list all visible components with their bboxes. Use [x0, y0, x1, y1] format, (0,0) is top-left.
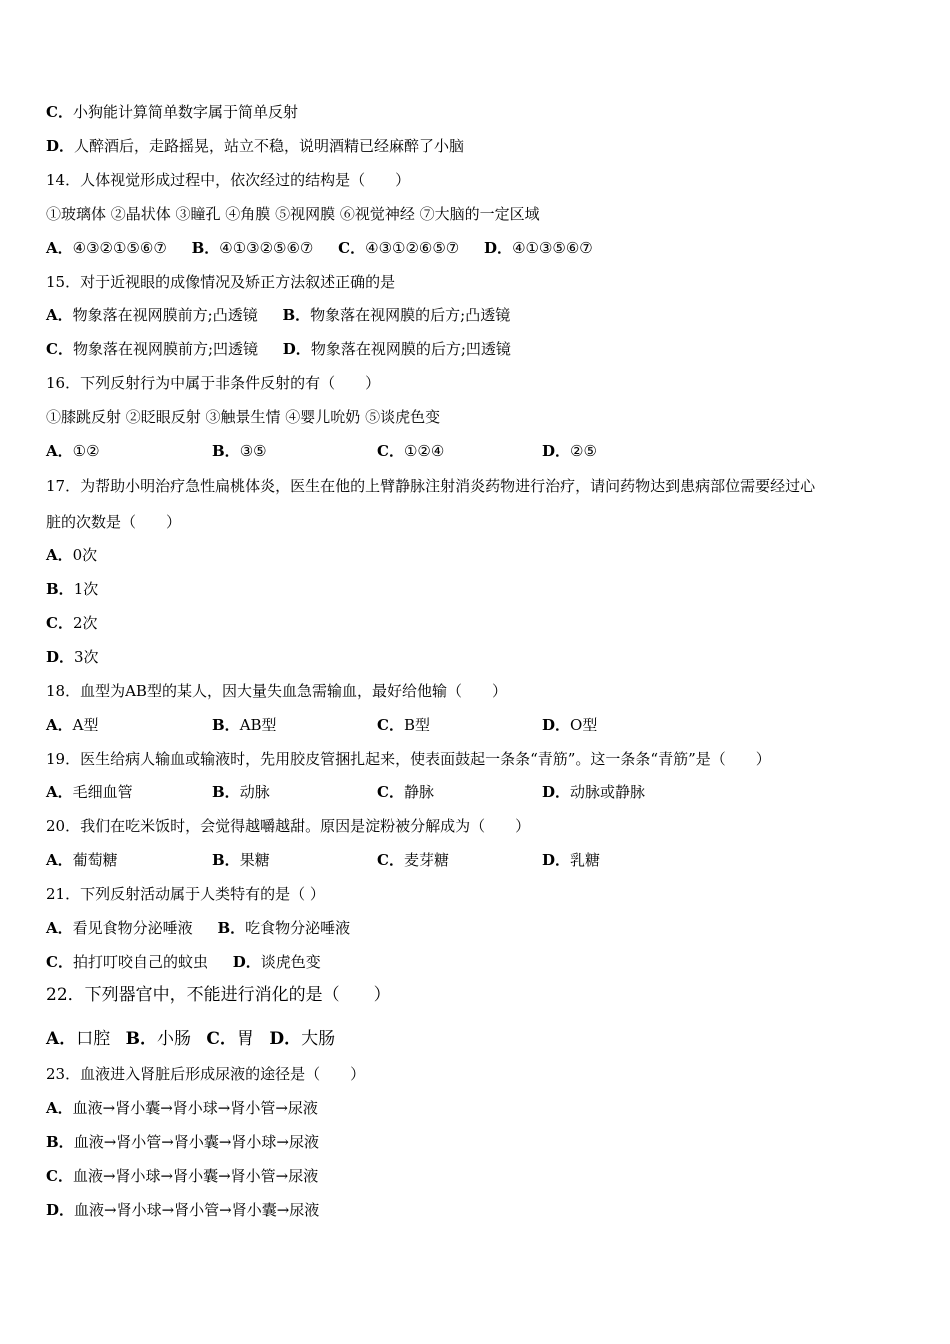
- option-text: 毛细血管: [72, 783, 133, 801]
- option-a: [46, 715, 98, 735]
- q16-items: ①膝跳反射 ②眨眼反射 ③触景生情 ④婴儿吮奶 ⑤谈虎色变: [46, 408, 441, 426]
- option-letter: A．: [46, 783, 73, 801]
- option-text: 2次: [72, 614, 98, 632]
- option-letter: C．: [46, 103, 73, 121]
- option-text: ④③②①⑤⑥⑦: [72, 239, 167, 257]
- option-letter: A．: [46, 716, 73, 734]
- q23-option-c: [46, 1166, 318, 1186]
- question-19: 19．医生给病人输血或输液时，先用胶皮管捆扎起来，使表面鼓起一条条“青筋”。这一条条“青筋”是（ ）: [46, 750, 771, 768]
- option-d: [542, 850, 600, 870]
- option-text: ①②④: [403, 442, 445, 460]
- option-text: 血液→肾小管→肾小囊→肾小球→尿液: [73, 1133, 319, 1151]
- option-text: ③⑤: [239, 442, 267, 460]
- option-letter: C．: [377, 783, 404, 801]
- option-text: AB型: [239, 716, 277, 734]
- option-text: 3次: [74, 648, 99, 666]
- option-text: 麦芽糖: [403, 851, 449, 869]
- q15-options-cd: [46, 339, 511, 359]
- option-text: ①②: [72, 442, 100, 460]
- option-text: 动脉或静脉: [570, 783, 646, 801]
- q17-option-c: [46, 613, 98, 633]
- option-letter: D．: [232, 953, 261, 971]
- option-letter: A．: [46, 306, 73, 324]
- option-letter: D．: [484, 239, 513, 257]
- q15-options-ab: [46, 305, 510, 325]
- option-b: [212, 715, 277, 735]
- option-letter: B．: [282, 306, 311, 324]
- option-letter: A．: [46, 919, 73, 937]
- option-letter: A．: [46, 1029, 77, 1049]
- option-text: 看见食物分泌唾液: [72, 919, 193, 937]
- option-text: ④①③⑤⑥⑦: [512, 239, 593, 257]
- option-d: [542, 715, 597, 735]
- option-text: 人醉酒后，走路摇晃，站立不稳，说明酒精已经麻醉了小脑: [74, 137, 465, 155]
- option-letter: C．: [206, 1029, 237, 1049]
- option-text: ④①③②⑤⑥⑦: [219, 239, 314, 257]
- option-text: 0次: [72, 546, 98, 564]
- option-a: [46, 850, 118, 870]
- option-letter: A．: [46, 239, 73, 257]
- option-text: 1次: [73, 580, 99, 598]
- question-17: 17．为帮助小明治疗急性扁桃体炎，医生在他的上臂静脉注射消炎药物进行治疗，请问药物达到患病部位需要经过心: [46, 477, 816, 495]
- option-text: A型: [72, 716, 99, 734]
- option-d: [542, 782, 645, 802]
- option-b: [212, 850, 270, 870]
- question-17-cont: 脏的次数是（ ）: [46, 513, 182, 531]
- option-text: ④③①②⑥⑤⑦: [365, 239, 460, 257]
- option-letter: A．: [46, 442, 73, 460]
- option-letter: C．: [377, 716, 404, 734]
- q19-options: [46, 782, 906, 802]
- option-b: [212, 441, 267, 461]
- option-text: 血液→肾小球→肾小管→肾小囊→尿液: [74, 1201, 320, 1219]
- option-text: 乳糖: [570, 851, 601, 869]
- q17-option-d: [46, 647, 99, 667]
- option-text: B型: [403, 716, 430, 734]
- option-letter: D．: [542, 783, 571, 801]
- q20-options: [46, 850, 906, 870]
- option-letter: B．: [217, 919, 246, 937]
- option-text: 血液→肾小囊→肾小球→肾小管→尿液: [72, 1099, 318, 1117]
- option-letter: B．: [212, 442, 240, 460]
- option-text: 物象落在视网膜前方;凹透镜: [72, 340, 259, 358]
- question-22: 22．下列器官中，不能进行消化的是（ ）: [46, 985, 391, 1005]
- option-text: 果糖: [239, 851, 270, 869]
- option-text: 动脉: [239, 783, 270, 801]
- q13-option-c: [46, 102, 298, 122]
- question-14: 14．人体视觉形成过程中，依次经过的结构是（ ）: [46, 171, 411, 189]
- question-21: 21．下列反射活动属于人类特有的是（ ）: [46, 885, 325, 903]
- question-18: 18．血型为AB型的某人，因大量失血急需输血，最好给他输（ ）: [46, 682, 507, 700]
- q18-options: [46, 715, 906, 735]
- option-letter: B．: [46, 580, 74, 598]
- option-letter: D．: [542, 442, 571, 460]
- option-text: 谈虎色变: [260, 953, 321, 971]
- q23-option-a: [46, 1098, 318, 1118]
- option-letter: D．: [542, 716, 571, 734]
- option-text: 吃食物分泌唾液: [245, 919, 351, 937]
- option-letter: B．: [191, 239, 220, 257]
- option-c: [377, 850, 449, 870]
- option-text: 静脉: [403, 783, 434, 801]
- option-letter: C．: [377, 851, 404, 869]
- option-text: 血液→肾小球→肾小囊→肾小管→尿液: [72, 1167, 319, 1185]
- option-letter: D．: [542, 851, 571, 869]
- option-letter: D．: [46, 648, 75, 666]
- option-text: 胃: [236, 1029, 254, 1049]
- q22-options: [46, 1029, 335, 1049]
- option-a: [46, 782, 133, 802]
- option-letter: D．: [282, 340, 311, 358]
- q23-option-b: [46, 1132, 319, 1152]
- question-15: 15．对于近视眼的成像情况及矫正方法叙述正确的是: [46, 273, 396, 291]
- option-letter: C．: [377, 442, 404, 460]
- option-letter: D．: [46, 1201, 75, 1219]
- option-text: 拍打叮咬自己的蚊虫: [72, 953, 208, 971]
- option-text: 物象落在视网膜的后方;凹透镜: [310, 340, 511, 358]
- option-text: 物象落在视网膜的后方;凸透镜: [310, 306, 511, 324]
- option-letter: B．: [212, 851, 240, 869]
- option-text: ②⑤: [570, 442, 597, 460]
- q16-options: [46, 441, 906, 461]
- option-letter: C．: [46, 953, 73, 971]
- option-text: 物象落在视网膜前方;凸透镜: [72, 306, 258, 324]
- option-letter: A．: [46, 546, 73, 564]
- option-text: O型: [570, 716, 598, 734]
- option-text: 葡萄糖: [72, 851, 118, 869]
- option-c: [377, 715, 430, 735]
- option-letter: B．: [125, 1029, 157, 1049]
- question-16: 16．下列反射行为中属于非条件反射的有（ ）: [46, 374, 381, 392]
- option-letter: B．: [212, 783, 240, 801]
- option-text: 口腔: [76, 1029, 111, 1049]
- option-text: 小肠: [156, 1029, 191, 1049]
- option-letter: C．: [46, 340, 73, 358]
- option-letter: B．: [46, 1133, 74, 1151]
- q13-option-d: [46, 136, 464, 156]
- q17-option-b: [46, 579, 98, 599]
- q14-items: ①玻璃体 ②晶状体 ③瞳孔 ④角膜 ⑤视网膜 ⑥视觉神经 ⑦大脑的一定区域: [46, 205, 540, 223]
- option-letter: B．: [212, 716, 240, 734]
- option-text: 大肠: [301, 1029, 336, 1049]
- option-letter: C．: [46, 1167, 73, 1185]
- question-23: 23．血液进入肾脏后形成尿液的途径是（ ）: [46, 1065, 366, 1083]
- option-text: 小狗能计算简单数字属于简单反射: [72, 103, 298, 121]
- option-c: [377, 782, 434, 802]
- option-letter: C．: [338, 239, 366, 257]
- q14-options: [46, 238, 593, 258]
- q23-option-d: [46, 1200, 319, 1220]
- q17-option-a: [46, 545, 97, 565]
- q21-options-cd: [46, 952, 321, 972]
- option-letter: C．: [46, 614, 73, 632]
- option-letter: D．: [46, 137, 75, 155]
- option-letter: D．: [269, 1029, 302, 1049]
- option-d: [542, 441, 597, 461]
- option-letter: A．: [46, 1099, 73, 1117]
- option-b: [212, 782, 270, 802]
- option-letter: A．: [46, 851, 73, 869]
- option-a: [46, 441, 100, 461]
- question-20: 20．我们在吃米饭时，会觉得越嚼越甜。原因是淀粉被分解成为（ ）: [46, 817, 531, 835]
- q21-options-ab: [46, 918, 350, 938]
- option-c: [377, 441, 444, 461]
